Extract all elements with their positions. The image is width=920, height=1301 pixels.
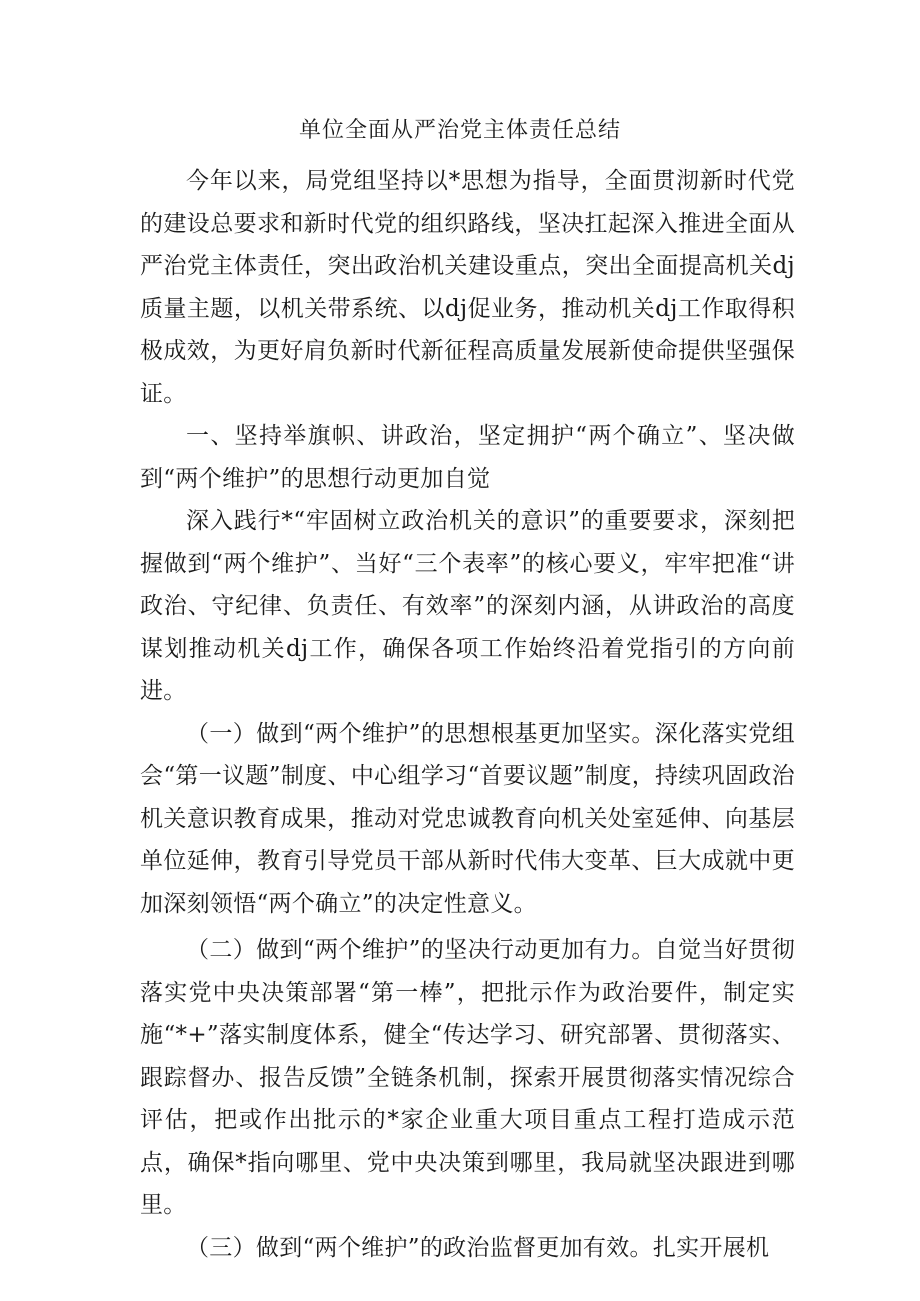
document-body: [140, 160, 795, 1269]
paragraph-intro: 今年以来，局党组坚持以*思想为指导，全面贯沏新时代党的建设总要求和新时代党的组织路线，坚决扛起深入推进全面从严治党主体责任，突出政治机关建设重点，突出全面提高机关dj质量主题，以机关带系统、以dj促业务，推动机关dj工作取得积极成效，为更好肩负新时代新征程高质量发展新使命提供坚强保证。: [140, 168, 795, 407]
paragraph-section-1: 深入践行*“牢固树立政治机关的意识”的重要要求，深刻把握做到“两个维护”、当好“三个表率”的核心要义，牢牢把准“讲政治、守纪律、负责任、有效率”的深刻内涵，从讲政治的高度谋划推动机关dj工作，确保各项工作始终沿着党指引的方向前进。: [140, 508, 795, 704]
paragraph-subsection-3: （三）做到“两个维护”的政治监督更加有效。扎实开展机: [186, 1234, 770, 1261]
paragraph-subsection-2: （二）做到“两个维护”的坚决行动更加有力。自觉当好贯彻落实党中央决策部署“第一棒”，把批示作为政治要件，制定实施“*+”落实制度体系，健全“传达学习、研究部署、贯彻落实、跟踪督办、报告反馈”全链条机制，探索开展贯彻落实情况综合评估，把或作出批示的*家企业重大项目重点工程打造成示范点，确保*指向哪里、党中央决策到哪里，我局就坚决跟进到哪里。: [140, 937, 795, 1218]
document-title: 单位全面从严治党主体责任总结: [298, 118, 621, 143]
section-heading-1: 一、坚持举旗帜、讲政治，坚定拥护“两个确立”、坚决做到“两个维护”的思想行动更加自觉: [140, 423, 795, 492]
paragraph-subsection-1: （一）做到“两个维护”的思想根基更加坚实。深化落实党组会“第一议题”制度、中心组学习“首要议题”制度，持续巩固政治机关意识教育成果，推动对党忠诚教育向机关处室延伸、向基层单位延伸，教育引导党员干部从新时代伟大变革、巨大成就中更加深刻领悟“两个确立”的决定性意义。: [140, 720, 795, 917]
